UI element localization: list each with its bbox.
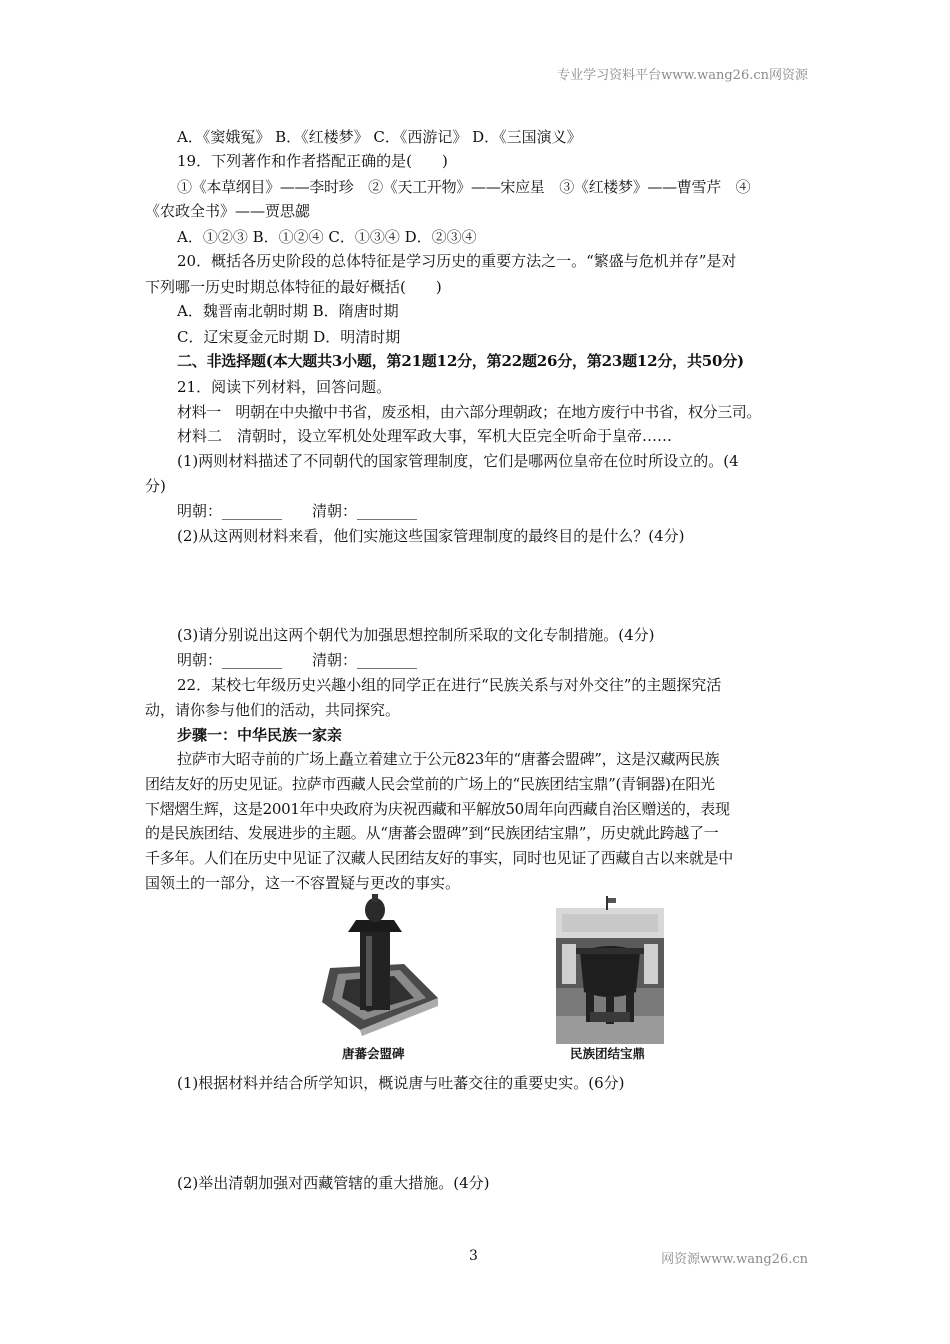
q18-options: A．《窦娥冤》 B．《红楼梦》 C．《西游记》 D．《三国演义》 [177, 128, 582, 146]
q21-part3-answer: 明朝：________ 清朝：________ [177, 651, 418, 669]
q21-part3: (3)请分别说出这两个朝代为加强思想控制所采取的文化专制措施。(4分) [177, 626, 655, 644]
right-figure-caption: 民族团结宝鼎 [570, 1046, 646, 1061]
section-heading: 二、非选择题(本大题共3小题，第21题12分，第22题26分，第23题12分，共50分) [177, 352, 744, 370]
passage-line2: 团结友好的历史见证。拉萨市西藏人民会堂前的广场上的“民族团结宝鼎”(青铜器)在阳光 [145, 775, 715, 793]
q21-part2: (2)从这两则材料来看，他们实施这些国家管理制度的最终目的是什么？(4分) [177, 527, 685, 545]
passage-line4: 的是民族团结、发展进步的主题。从“唐蕃会盟碑”到“民族团结宝鼎”，历史就此跨越了一 [145, 824, 719, 842]
passage-line3: 下熠熠生辉，这是2001年中央政府为庆祝西藏和平解放50周年向西藏自治区赠送的，表现 [145, 800, 730, 818]
q22-stem-line1: 22．某校七年级历史兴趣小组的同学正在进行“民族关系与对外交往”的主题探究活 [177, 676, 722, 694]
footer-watermark: 网资源www.wang26.cn [661, 1252, 808, 1267]
passage-line6: 国领土的一部分，这一不容置疑与更改的事实。 [145, 874, 461, 892]
q22-stem-line2: 动，请你参与他们的活动，共同探究。 [145, 701, 401, 719]
left-figure-caption: 唐蕃会盟碑 [342, 1046, 405, 1061]
q22-part1: (1)根据材料并结合所学知识，概说唐与吐蕃交往的重要史实。(6分) [177, 1074, 625, 1092]
q21-stem: 21．阅读下列材料，回答问题。 [177, 378, 392, 396]
q21-part1-line2: 分) [145, 477, 166, 495]
q21-part1-line1: (1)两则材料描述了不同朝代的国家管理制度，它们是哪两位皇帝在位时所设立的。(4 [177, 452, 739, 470]
q21-material-2: 材料二 清朝时，设立军机处处理军政大事，军机大臣完全听命于皇帝…… [177, 427, 673, 445]
q19-stem: 19．下列著作和作者搭配正确的是( ) [177, 152, 448, 170]
page-number: 3 [469, 1248, 478, 1264]
q20-stem-line1: 20．概括各历史阶段的总体特征是学习历史的重要方法之一。“繁盛与危机并存”是对 [177, 252, 737, 270]
q19-options: A．①②③ B．①②④ C．①③④ D．②③④ [177, 228, 477, 246]
step-one-title: 步骤一：中华民族一家亲 [177, 726, 343, 744]
header-watermark: 专业学习资料平台www.wang26.cn网资源 [557, 68, 808, 83]
q21-material-1: 材料一 明朝在中央撤中书省，废丞相，由六部分理朝政；在地方废行中书省，权分三司。 [177, 403, 762, 421]
national-unity-cauldron-image [556, 896, 664, 1044]
q22-part2: (2)举出清朝加强对西藏管辖的重大措施。(4分) [177, 1174, 490, 1192]
q19-items-line1: ①《本草纲目》——李时珍 ②《天工开物》——宋应星 ③《红楼梦》——曹雪芹 ④ [177, 178, 751, 196]
q20-options-cd: C．辽宋夏金元时期 D．明清时期 [177, 328, 401, 346]
q21-part1-answer: 明朝：________ 清朝：________ [177, 502, 418, 520]
q19-items-line2: 《农政全书》——贾思勰 [145, 202, 311, 220]
q20-options-ab: A．魏晋南北朝时期 B．隋唐时期 [177, 302, 399, 320]
passage-line1: 拉萨市大昭寺前的广场上矗立着建立于公元823年的“唐蕃会盟碑”，这是汉藏两民族 [177, 750, 720, 768]
q20-stem-line2: 下列哪一历史时期总体特征的最好概括( ) [145, 278, 442, 296]
tang-tibet-stele-image [320, 890, 440, 1036]
passage-line5: 千多年。人们在历史中见证了汉藏人民团结友好的事实，同时也见证了西藏自古以来就是中 [145, 849, 734, 867]
